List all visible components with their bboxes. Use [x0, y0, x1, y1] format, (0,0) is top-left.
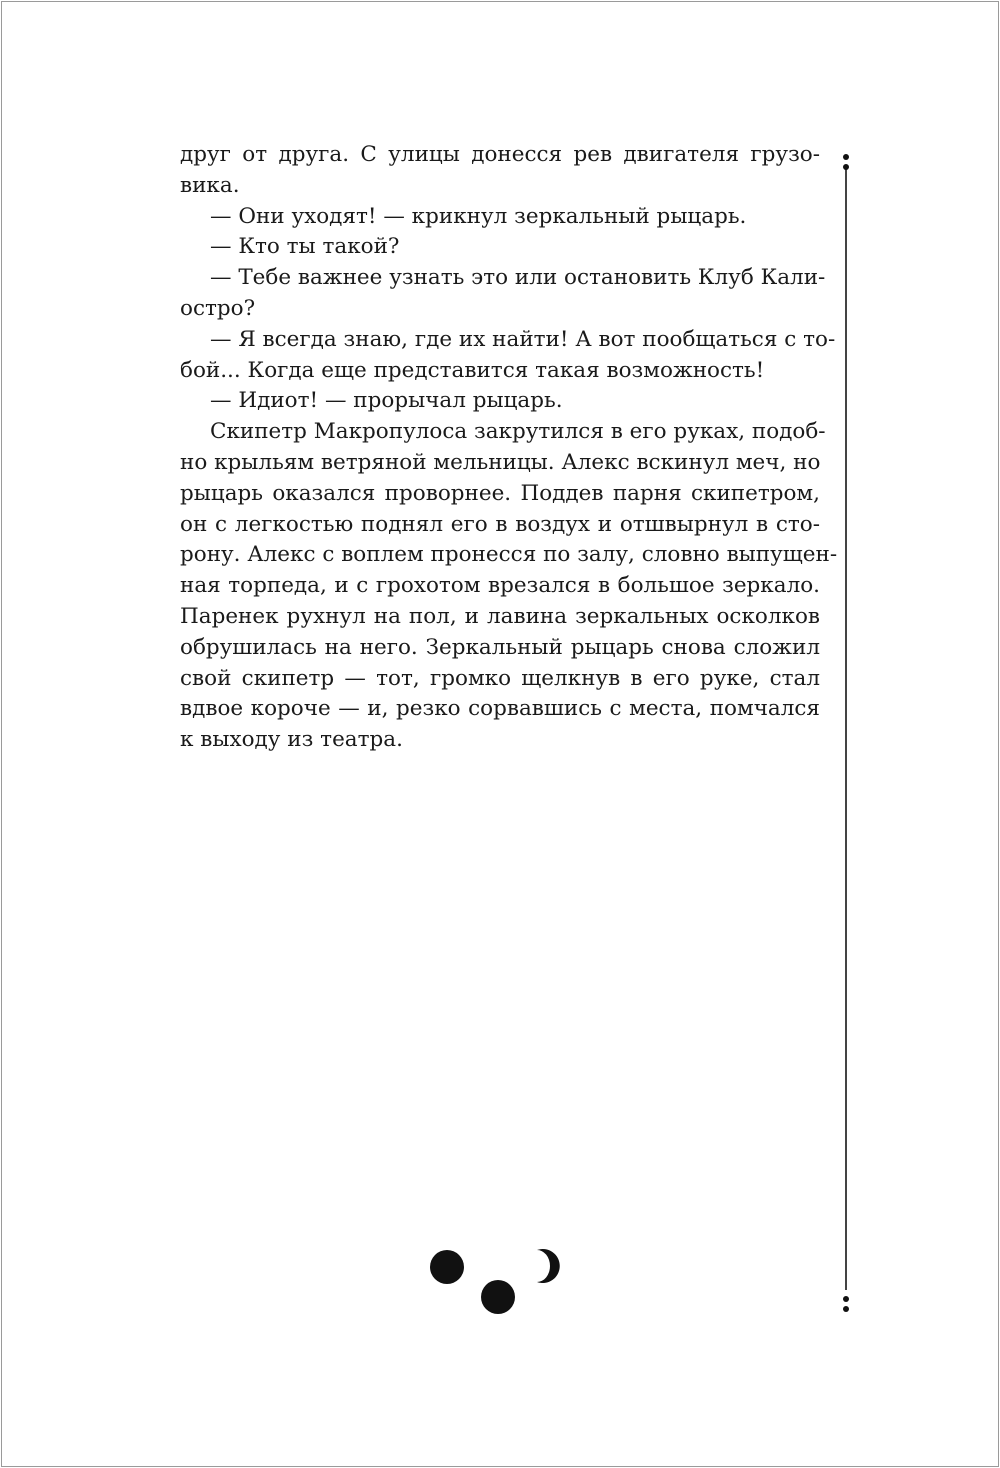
text-line: бой... Когда еще представится такая возможность! — [180, 357, 765, 383]
text-line: обрушилась на него. Зеркальный рыцарь снова сложил — [180, 634, 820, 660]
text-line: — Кто ты такой? — [210, 234, 400, 260]
margin-rule — [845, 168, 847, 1290]
rule-dot-top — [843, 154, 849, 160]
text-line: ная торпеда, и с грохотом врезался в большое зеркало. — [180, 573, 820, 599]
text-line: вика. — [180, 172, 240, 198]
text-line: он с легкостью поднял его в воздух и отшвырнул в сто- — [180, 511, 820, 537]
text-line: друг от друга. С улицы донесся рев двигателя грузо- — [180, 142, 820, 167]
text-line: — Тебе важнее узнать это или остановить Клуб Кали- — [210, 265, 826, 291]
text-line: — Я всегда знаю, где их найти! А вот пообщаться с то- — [210, 326, 836, 352]
text-line: но крыльям ветряной мельницы. Алекс вскинул меч, но — [180, 449, 821, 475]
text-line: к выходу из театра. — [180, 727, 403, 753]
text-line: вдвое короче — и, резко сорвавшись с места, помчался — [180, 696, 820, 722]
rule-dot-bottom — [843, 1306, 849, 1312]
text-line: — Они уходят! — крикнул зеркальный рыцарь. — [210, 203, 747, 229]
text-line: Скипетр Макропулоса закрутился в его руках, подоб- — [210, 419, 826, 445]
body-text — [180, 140, 838, 756]
text-line: — Идиот! — прорычал рыцарь. — [210, 388, 563, 414]
text-line: Паренек рухнул на пол, и лавина зеркальных осколков — [180, 603, 820, 629]
text-line: остро? — [180, 295, 256, 321]
moon-phases-icon — [425, 1240, 575, 1320]
text-line: рону. Алекс с воплем пронесся по залу, словно выпущен- — [180, 542, 838, 568]
text-line: рыцарь оказался проворнее. Поддев парня скипетром, — [180, 480, 820, 506]
rule-dot-bottom — [843, 1296, 849, 1302]
text-line: свой скипетр — тот, громко щелкнув в его руке, стал — [180, 665, 820, 691]
rule-dot-top — [843, 164, 849, 170]
